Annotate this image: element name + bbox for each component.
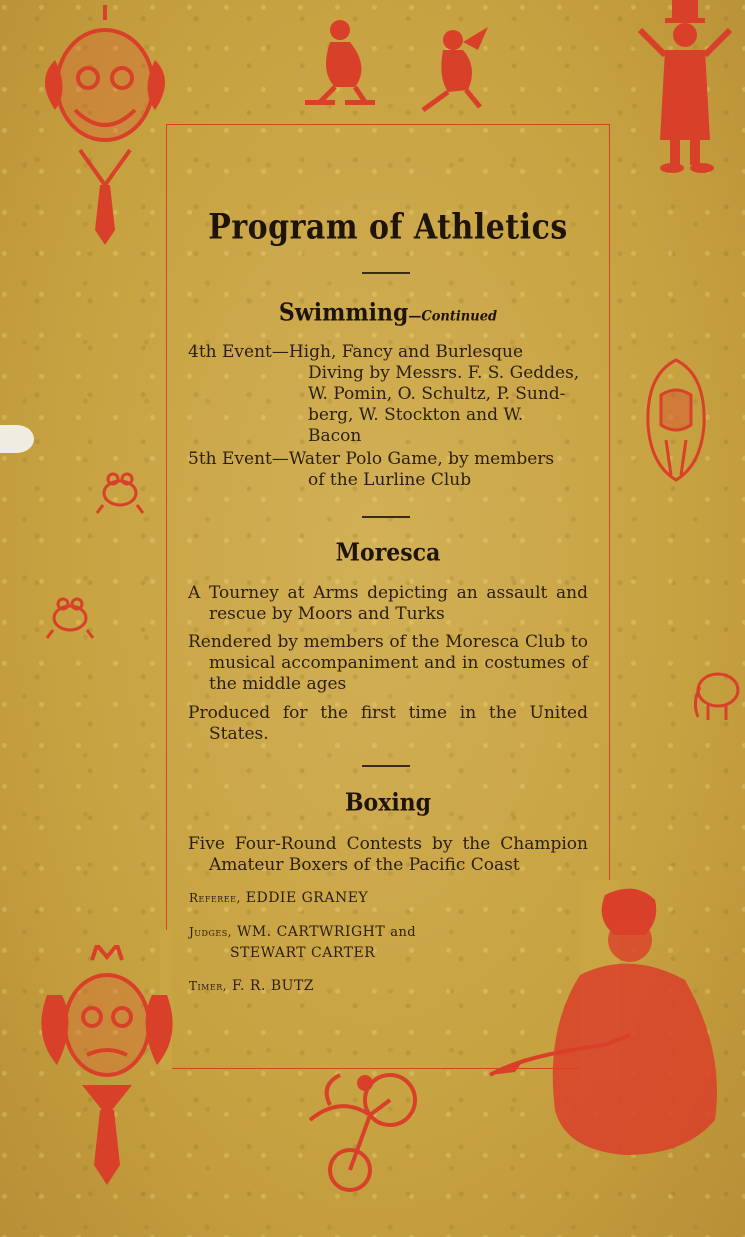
referee-line [189, 890, 368, 906]
swimming-heading-suffix: —Continued [408, 308, 498, 326]
judges-line [189, 924, 416, 940]
event-5 [188, 449, 588, 491]
boxing-paragraph: Five Four-Round Contests by the Champion Amateur Boxers of the Pacific Coast [188, 834, 588, 875]
frog-icon [45, 590, 95, 640]
imp-figure-icon [300, 12, 385, 112]
event-4 [188, 342, 588, 447]
clown-head-icon [32, 945, 182, 1195]
top-hat-man-icon [630, 0, 740, 180]
judges-line-2: STEWART CARTER [230, 945, 376, 961]
divider [362, 765, 410, 767]
moresca-paragraph: Rendered by members of the Moresca Club to musical accompaniment and in costumes of the middle ages [188, 632, 588, 694]
official-role: Timer, [189, 979, 228, 993]
official-role: Judges, [189, 925, 232, 939]
event-line: Water Polo Game, by members [288, 449, 555, 469]
hooded-figure-icon [636, 355, 716, 485]
event-line: W. Pomin, O. Schultz, P. Sund- [308, 384, 566, 404]
official-names: EDDIE GRANEY [245, 890, 369, 906]
clown-face-icon [30, 0, 180, 250]
elephant-icon [690, 662, 742, 722]
divider [362, 516, 410, 518]
moresca-paragraph: A Tourney at Arms depicting an assault and rescue by Moors and Turks [188, 583, 588, 624]
event-line: Bacon [308, 426, 362, 446]
boxing-heading: Boxing [344, 788, 432, 818]
swimming-heading [166, 299, 610, 328]
event-line: Diving by Messrs. F. S. Geddes, [308, 363, 580, 383]
punch-hole [0, 425, 34, 453]
event-line: berg, W. Stockton and W. [308, 405, 524, 425]
jester-with-knife-icon [485, 880, 745, 1165]
imp-figure-icon [408, 22, 493, 117]
event-line: High, Fancy and Burlesque [288, 342, 524, 362]
swimming-heading-text: Swimming [278, 298, 409, 328]
timer-line [189, 978, 314, 994]
official-names: F. R. BUTZ [232, 978, 315, 994]
moresca-paragraph: Produced for the first time in the United States. [188, 703, 588, 744]
frog-icon [95, 465, 145, 515]
official-names: WM. CARTWRIGHT [236, 924, 386, 940]
official-role: Referee, [189, 891, 241, 905]
official-conjunction: and [390, 925, 417, 940]
event-label: 4th Event— [188, 342, 289, 362]
page-title: Program of Athletics [208, 207, 568, 248]
divider [362, 272, 410, 274]
event-line: of the Lurline Club [308, 470, 472, 490]
event-label: 5th Event— [188, 449, 289, 469]
bicycle-rider-icon [290, 1065, 430, 1195]
moresca-heading: Moresca [335, 538, 441, 568]
